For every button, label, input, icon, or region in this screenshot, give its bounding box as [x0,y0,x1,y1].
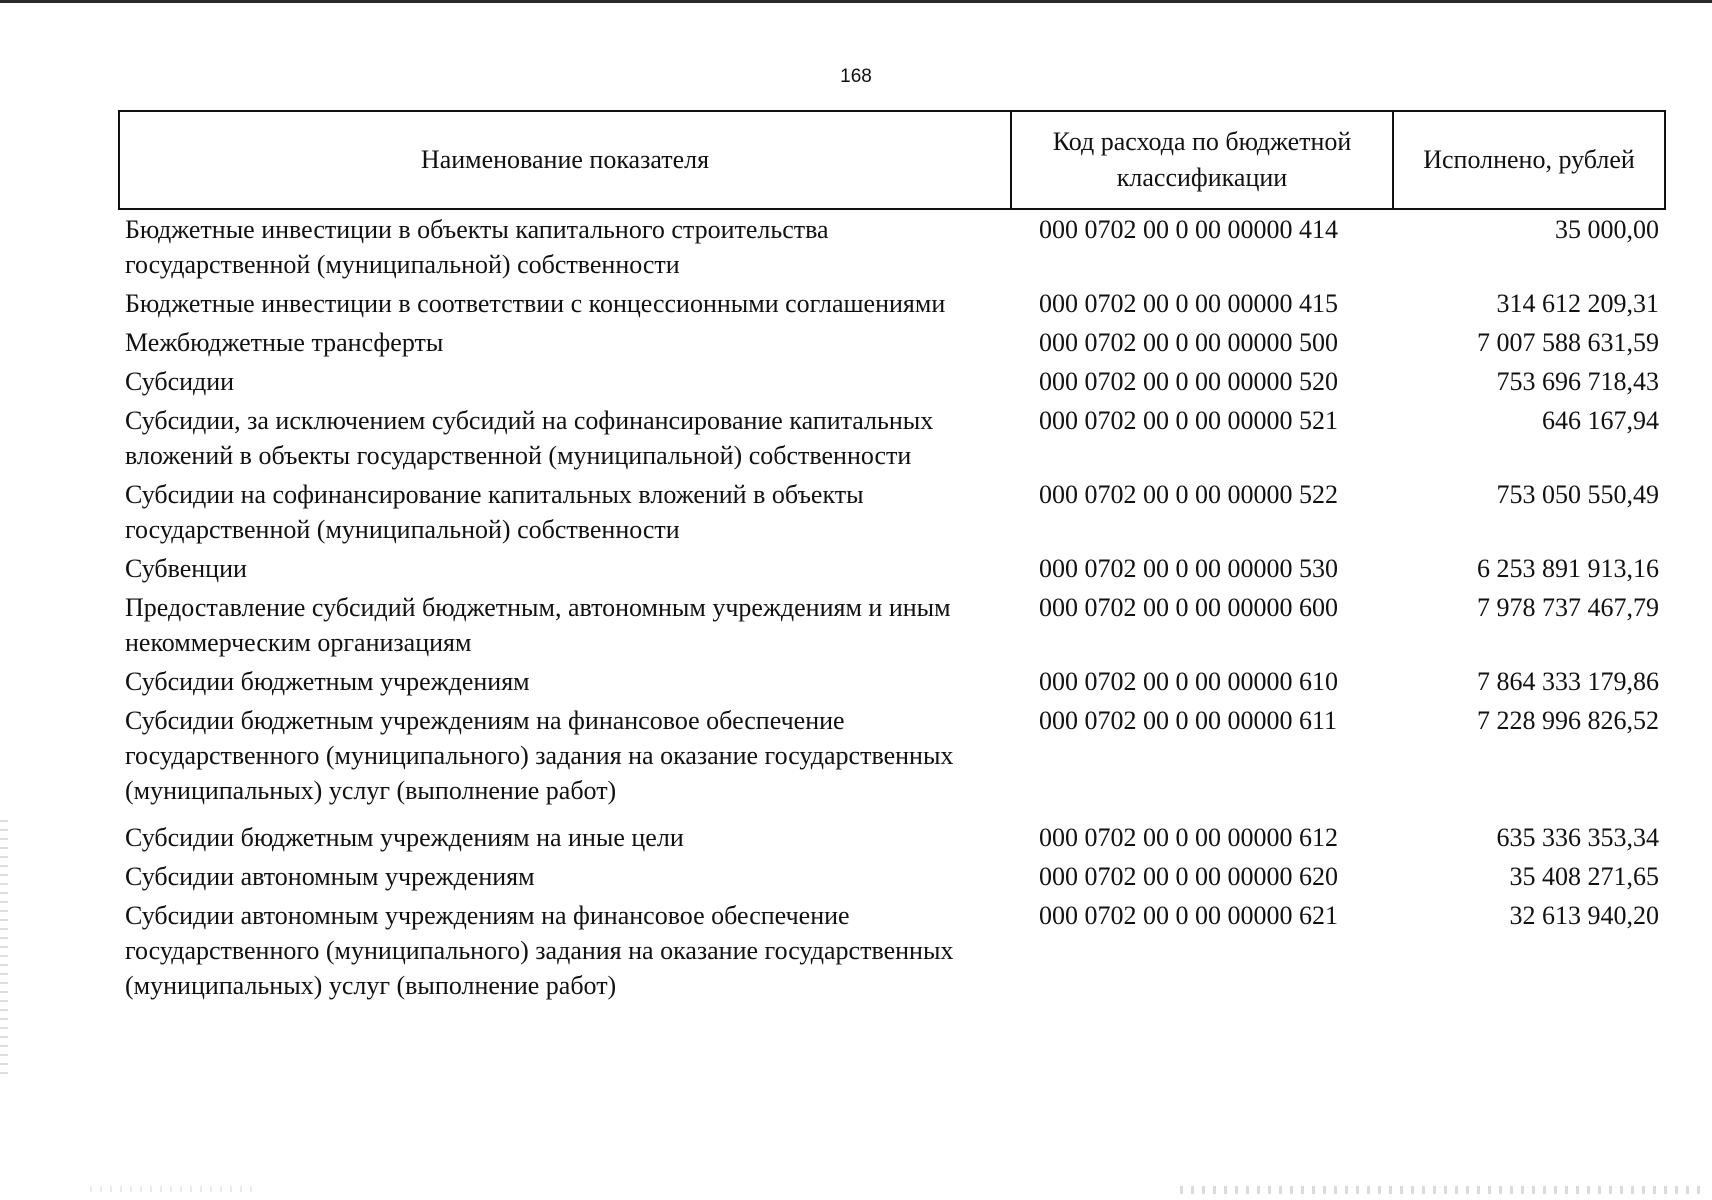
table-row [119,810,1665,857]
table-row [119,401,1665,475]
row-name: Субсидии бюджетным учреждениям на иные цели [125,823,684,852]
row-name: Субсидии, за исключением субсидий на софинансирование капитальных вложений в объекты государственной (муниципальной) собственности [125,406,934,470]
row-code: 000 0702 00 0 00 00000 414 [1039,215,1338,244]
row-name: Субсидии бюджетным учреждениям на финансовое обеспечение государственного (муниципального) задания на оказание государственных (муниципальных) услуг (выполнение работ) [125,706,954,805]
header-amount: Исполнено, рублей [1393,111,1665,209]
row-code: 000 0702 00 0 00 00000 521 [1039,406,1338,435]
budget-table-container [118,110,1664,1005]
table-row [119,549,1665,588]
row-code: 000 0702 00 0 00 00000 530 [1039,554,1338,583]
row-name: Субсидии на софинансирование капитальных вложений в объекты государственной (муниципальной) собственности [125,480,864,544]
table-header [119,111,1665,209]
row-code: 000 0702 00 0 00 00000 600 [1039,593,1338,622]
header-row [119,111,1665,209]
row-amount: 7 007 588 631,59 [1477,328,1659,357]
table-row [119,701,1665,810]
row-amount: 7 864 333 179,86 [1477,667,1659,696]
scan-noise-bottom-left [90,1186,260,1192]
row-name: Межбюджетные трансферты [125,328,444,357]
row-code: 000 0702 00 0 00 00000 610 [1039,667,1338,696]
table-row [119,209,1665,284]
row-name: Субсидии автономным учреждениям на финансовое обеспечение государственного (муниципального) задания на оказание государственных (муниципальных) услуг (выполнение работ) [125,901,954,1000]
row-amount: 753 696 718,43 [1496,367,1659,396]
row-name: Бюджетные инвестиции в соответствии с концессионными соглашениями [125,289,946,318]
row-amount: 32 613 940,20 [1509,901,1659,930]
table-body [119,209,1665,1005]
row-amount: 7 978 737 467,79 [1477,593,1659,622]
row-code: 000 0702 00 0 00 00000 620 [1039,862,1338,891]
row-amount: 753 050 550,49 [1496,480,1659,509]
row-name: Субсидии [125,367,235,396]
row-name: Предоставление субсидий бюджетным, автономным учреждениям и иным некоммерческим организациям [125,593,951,657]
row-code: 000 0702 00 0 00 00000 522 [1039,480,1338,509]
header-code: Код расхода по бюджетной классификации [1011,111,1393,209]
table-row [119,284,1665,323]
page-number [0,66,1712,88]
row-code: 000 0702 00 0 00 00000 415 [1039,289,1338,318]
table-row [119,896,1665,1005]
row-amount: 35 408 271,65 [1509,862,1659,891]
budget-table [118,110,1666,1005]
row-amount: 6 253 891 913,16 [1477,554,1659,583]
row-code: 000 0702 00 0 00 00000 621 [1039,901,1338,930]
row-amount: 7 228 996 826,52 [1477,706,1659,735]
table-row [119,857,1665,896]
row-code: 000 0702 00 0 00 00000 500 [1039,328,1338,357]
row-name: Субсидии бюджетным учреждениям [125,667,530,696]
row-name: Субвенции [125,554,247,583]
row-amount: 35 000,00 [1555,215,1659,244]
scan-noise-bottom [1180,1186,1700,1194]
scan-noise-left [0,820,8,1080]
header-name: Наименование показателя [119,111,1011,209]
row-amount: 646 167,94 [1542,406,1659,435]
table-row [119,662,1665,701]
row-code: 000 0702 00 0 00 00000 611 [1039,706,1338,735]
table-row [119,588,1665,662]
page-number-text: 168 [840,66,872,87]
row-code: 000 0702 00 0 00 00000 612 [1039,823,1338,852]
scan-top-edge [0,0,1712,3]
row-name: Бюджетные инвестиции в объекты капитального строительства государственной (муниципальной) собственности [125,215,829,279]
row-code: 000 0702 00 0 00 00000 520 [1039,367,1338,396]
table-row [119,323,1665,362]
table-row [119,475,1665,549]
row-amount: 635 336 353,34 [1496,823,1659,852]
row-amount: 314 612 209,31 [1496,289,1659,318]
table-row [119,362,1665,401]
row-name: Субсидии автономным учреждениям [125,862,535,891]
